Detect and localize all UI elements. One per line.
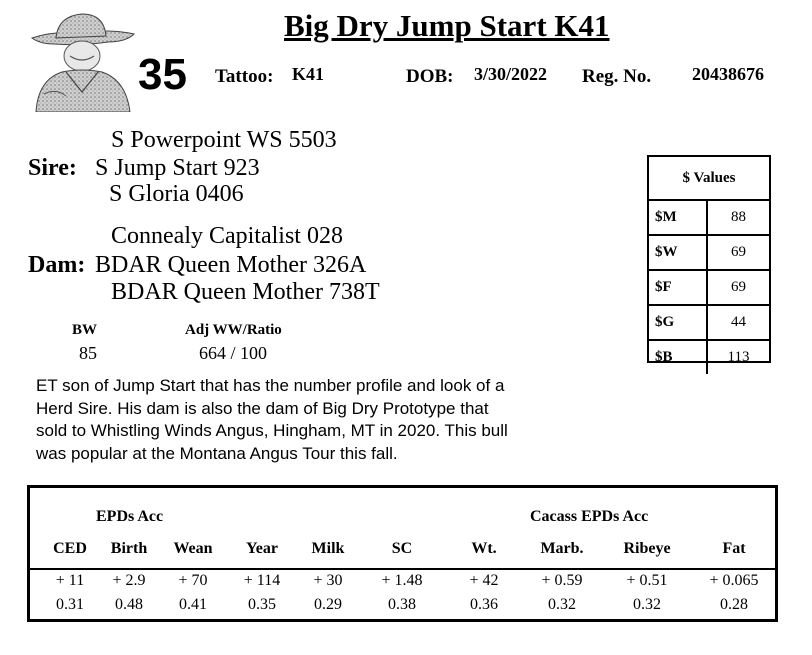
table-row (649, 235, 769, 270)
epd-accuracy: 0.35 (248, 596, 276, 613)
epd-column-header: Wean (173, 540, 213, 557)
tattoo-value: K41 (292, 64, 325, 84)
epd-value: + 1.48 (381, 572, 423, 589)
page-title: Big Dry Jump Start K41 (284, 8, 610, 43)
epd-column-header: SC (391, 540, 413, 557)
dollar-label: $W (649, 235, 707, 270)
epd-value: + 0.59 (541, 572, 583, 589)
epd-accuracy: 0.32 (633, 596, 661, 613)
sire-label: Sire: (28, 155, 77, 181)
bw-label: BW (72, 322, 98, 338)
epd-accuracy: 0.29 (314, 596, 342, 613)
sire-dam: S Gloria 0406 (109, 181, 244, 207)
dam-name: BDAR Queen Mother 326A (95, 252, 367, 278)
table-row (649, 270, 769, 305)
dollar-value: 69 (707, 235, 769, 270)
table-row (649, 340, 769, 374)
epd-column-header: Marb. (540, 540, 584, 557)
epd-accuracy: 0.32 (548, 596, 576, 613)
dollar-values-table (647, 155, 771, 363)
epd-group-right: Cacass EPDs Acc (530, 508, 649, 525)
epd-group-left: EPDs Acc (96, 508, 164, 525)
epd-accuracy: 0.38 (388, 596, 416, 613)
epd-value: + 114 (243, 572, 281, 589)
dob-label: DOB: (406, 66, 454, 87)
dollar-label: $F (649, 270, 707, 305)
adj-ww-label: Adj WW/Ratio (185, 322, 282, 338)
dam-dam: BDAR Queen Mother 738T (111, 279, 380, 305)
epd-value: + 0.065 (709, 572, 759, 589)
dob-value: 3/30/2022 (474, 64, 548, 84)
epd-column-header: CED (53, 540, 87, 557)
description: ET son of Jump Start that has the number profile and look of a Herd Sire. His dam is also the dam of Big Dry Prototype that sold to Whistling Winds Angus, Hingham, MT in 2020. This bull was popular at the Montana Angus Tour this fall. (36, 376, 508, 463)
epd-accuracy: 0.41 (179, 596, 207, 613)
dollar-value: 88 (707, 200, 769, 235)
reg-label: Reg. No. (582, 66, 652, 87)
epd-column-header: Milk (311, 540, 345, 557)
dam-sire: Connealy Capitalist 028 (111, 223, 343, 249)
bw-value: 85 (79, 343, 97, 363)
table-row (649, 200, 769, 235)
reg-value: 20438676 (692, 64, 764, 84)
epd-divider (30, 568, 775, 570)
epd-accuracy: 0.48 (115, 596, 143, 613)
epd-value: + 70 (178, 572, 208, 589)
epd-value: + 11 (55, 572, 85, 589)
dollar-label: $B (649, 340, 707, 374)
epd-value: + 42 (469, 572, 499, 589)
dollar-value: 44 (707, 305, 769, 340)
table-row (649, 305, 769, 340)
epd-accuracy: 0.28 (720, 596, 748, 613)
dollar-label: $M (649, 200, 707, 235)
dollar-value: 113 (707, 340, 769, 374)
epd-column-header: Fat (722, 540, 746, 557)
dam-label: Dam: (28, 252, 86, 278)
epd-accuracy: 0.31 (56, 596, 84, 613)
epd-value: + 2.9 (112, 572, 146, 589)
epd-accuracy: 0.36 (470, 596, 498, 613)
dollar-label: $G (649, 305, 707, 340)
epd-table (27, 485, 778, 622)
epd-column-header: Ribeye (623, 540, 671, 557)
epd-value: + 30 (313, 572, 343, 589)
dollar-value: 69 (707, 270, 769, 305)
epd-column-header: Wt. (471, 540, 497, 557)
adj-ww-value: 664 / 100 (199, 343, 268, 363)
epd-value: + 0.51 (626, 572, 668, 589)
lot-number: 35 (138, 50, 187, 99)
tattoo-label: Tattoo: (215, 66, 274, 87)
sire-sire: S Powerpoint WS 5503 (111, 127, 337, 153)
dollar-values-title: $ Values (649, 157, 769, 200)
epd-column-header: Birth (110, 540, 148, 557)
epd-column-header: Year (246, 540, 278, 557)
cowboy-logo (26, 8, 138, 112)
sire-name: S Jump Start 923 (95, 155, 260, 181)
